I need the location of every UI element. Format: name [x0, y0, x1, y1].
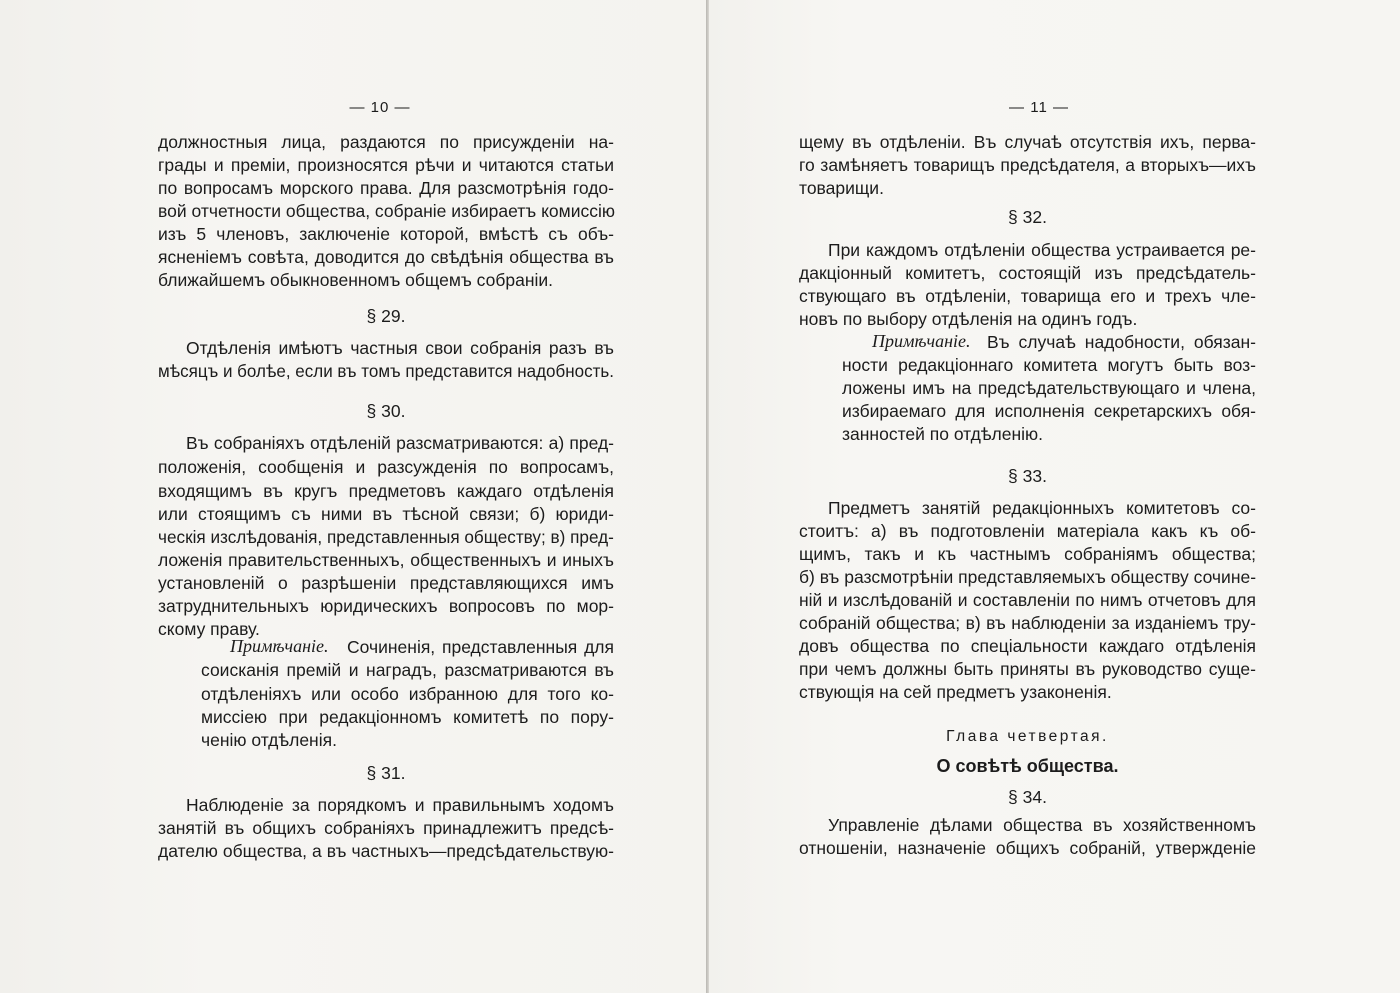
- text-line: или стоящимъ съ ними въ тѣсной связи; б) юриди-: [158, 504, 614, 524]
- section-heading: § 33.: [1008, 466, 1047, 486]
- chapter-title: О совѣтѣ общества.: [936, 756, 1119, 776]
- text-line: ствующія на сей предметъ узаконенія.: [799, 682, 1112, 702]
- text-line: занностей по отдѣленію.: [842, 424, 1044, 444]
- text-line: Сочиненія, представленныя для: [347, 637, 614, 657]
- text-line: избираемаго для исполненія секретарскихъ обя-: [842, 401, 1256, 421]
- text-line: установленій о разрѣшеніи представляющихся имъ: [158, 573, 614, 593]
- text-line: скому праву.: [158, 619, 260, 639]
- text-line: положенія, сообщенія и разсужденія по вопросамъ,: [158, 457, 614, 477]
- section-heading: § 29.: [366, 306, 406, 326]
- text-line: го замѣняетъ товарищъ предсѣдателя, а вторыхъ—ихъ: [799, 155, 1256, 175]
- text-line: ченію отдѣленія.: [201, 730, 337, 750]
- chapter-label: Глава четвертая.: [946, 728, 1109, 745]
- right-page: [709, 0, 1400, 993]
- text-line: стоитъ: а) въ подготовленіи матеріала какъ къ об-: [799, 521, 1256, 541]
- text-line: ближайшемъ обыкновенномъ общемъ собраніи.: [158, 270, 554, 290]
- section-heading: § 34.: [1008, 787, 1047, 807]
- text-line: ности редакціоннаго комитета могутъ быть воз-: [842, 355, 1256, 375]
- text-line: по вопросамъ морского права. Для разсмотрѣнія годо-: [158, 178, 614, 198]
- text-line: новъ по выбору отдѣленія на одинъ годъ.: [799, 309, 1138, 329]
- text-line: мѣсяцъ и болѣе, если въ томъ представится надобность.: [158, 361, 615, 381]
- note-label: Примѣчаніе.: [872, 331, 971, 351]
- text-line: изъ 5 членовъ, заключеніе которой, вмѣстѣ съ объ-: [158, 224, 614, 244]
- text-line: б) въ разсмотрѣніи представляемыхъ обществу сочине-: [799, 567, 1257, 587]
- text-line: ложены имъ на предсѣдательствующаго и члена,: [842, 378, 1256, 398]
- text-line: Въ случаѣ надобности, обязан-: [987, 332, 1256, 352]
- text-line: занятій въ общихъ собраніяхъ принадлежитъ предсѣ-: [158, 818, 614, 838]
- text-line: ясненіемъ совѣта, доводится до свѣдѣнія общества въ: [158, 247, 614, 267]
- text-line: ній и изслѣдованій и составленіи по нимъ отчетовъ для: [799, 590, 1256, 610]
- page-number-right: — 11 —: [1009, 99, 1069, 116]
- text-line: Предметъ занятій редакціонныхъ комитетовъ со-: [828, 498, 1256, 518]
- text-line: довъ общества по спеціальности каждаго отдѣленія: [799, 636, 1256, 656]
- text-line: входящимъ въ кругъ предметовъ каждаго отдѣленія: [158, 481, 614, 501]
- section-heading: § 30.: [366, 401, 406, 421]
- text-line: щимъ, такъ и къ частнымъ собраніямъ общества;: [799, 544, 1256, 564]
- text-line: Управленіе дѣлами общества въ хозяйственномъ: [828, 815, 1256, 835]
- text-line: дателю общества, а въ частныхъ—предсѣдательствую-: [158, 841, 614, 861]
- text-line: миссіею при редакціонномъ комитетѣ по пору-: [201, 707, 614, 727]
- text-line: дакціонный комитетъ, состоящій изъ предсѣдатель-: [799, 263, 1256, 283]
- text-line: Отдѣленія имѣютъ частныя свои собранія разъ въ: [186, 338, 614, 358]
- page-number-left: — 10 —: [349, 99, 411, 116]
- text-line: отдѣленіяхъ или особо избранною для того ко-: [201, 684, 614, 704]
- text-line: при чемъ должны быть приняты въ руководство суще-: [799, 659, 1256, 679]
- text-line: ческія изслѣдованія, представленныя обществу; в) пред-: [158, 527, 614, 547]
- text-line: ствующаго въ отдѣленіи, товарища его и трехъ чле-: [799, 286, 1256, 306]
- text-line: Наблюденіе за порядкомъ и правильнымъ ходомъ: [186, 795, 614, 815]
- text-line: собраній общества; в) въ наблюденіи за изданіемъ тру-: [799, 613, 1256, 633]
- text-line: отношеніи, назначеніе общихъ собраній, утвержденіе: [799, 838, 1256, 858]
- text-line: грады и преміи, произносятся рѣчи и читаются статьи: [158, 155, 614, 175]
- note-label: Примѣчаніе.: [230, 636, 329, 656]
- text-line: При каждомъ отдѣленіи общества устраивается ре-: [828, 240, 1256, 260]
- text-line: должностныя лица, раздаются по присужденіи на-: [158, 132, 614, 152]
- text-line: Въ собраніяхъ отдѣленій разсматриваются: а) пред-: [186, 433, 614, 453]
- text-line: ложенія правительственныхъ, общественныхъ и иныхъ: [158, 550, 614, 570]
- text-line: соисканія премій и наградъ, разсматриваются въ: [201, 660, 614, 680]
- section-heading: § 31.: [366, 763, 406, 783]
- text-line: щему въ отдѣленіи. Въ случаѣ отсутствія ихъ, перва-: [799, 132, 1256, 152]
- text-line: затруднительныхъ юридическихъ вопросовъ по мор-: [158, 596, 614, 616]
- text-line: товарищи.: [799, 178, 884, 198]
- text-line: вой отчетности общества, собраніе избираетъ комиссію: [158, 201, 615, 221]
- section-heading: § 32.: [1008, 207, 1047, 227]
